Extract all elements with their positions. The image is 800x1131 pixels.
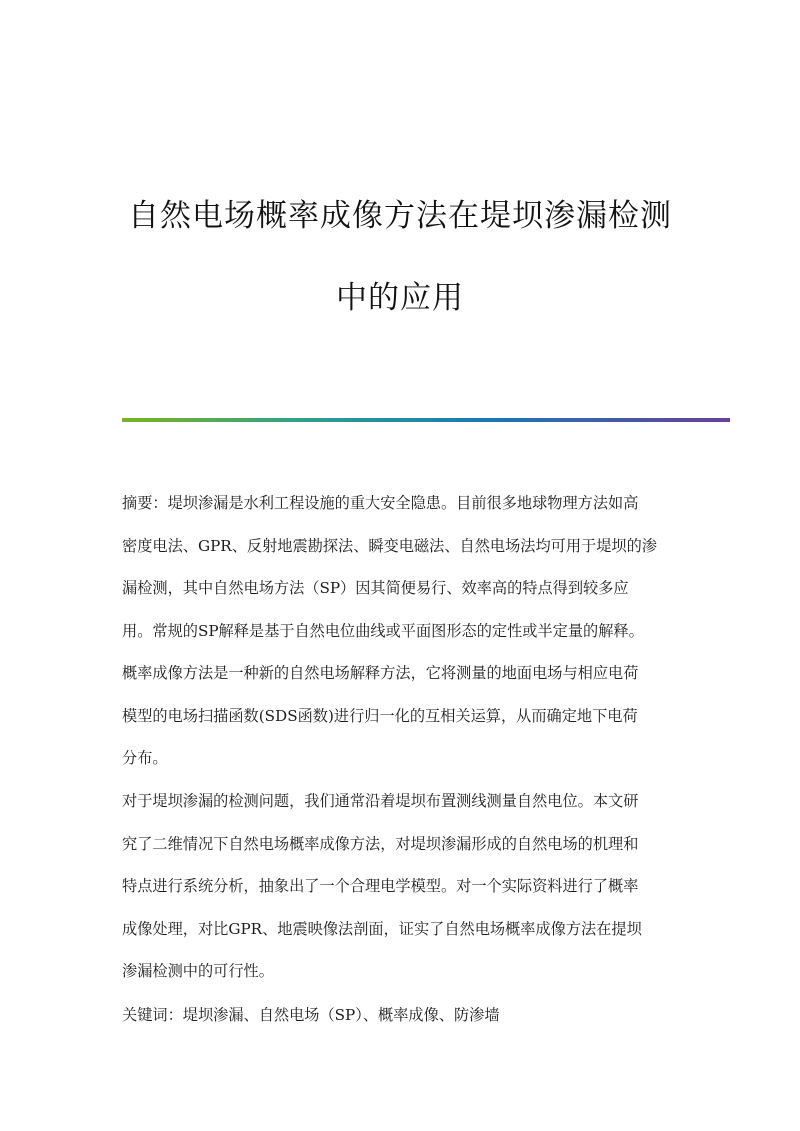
abstract-line: 模型的电场扫描函数(SDS函数)进行归一化的互相关运算，从而确定地下电荷	[122, 706, 638, 725]
abstract-line: 密度电法、GPR、反射地震勘探法、瞬变电磁法、自然电场法均可用于堤坝的渗	[122, 536, 657, 555]
abstract-line: 概率成像方法是一种新的自然电场解释方法，它将测量的地面电场与相应电荷	[122, 664, 639, 682]
abstract-line: 漏检测，其中自然电场方法（SP）因其简便易行、效率高的特点得到较多应	[122, 579, 629, 597]
body-line: 成像处理，对比GPR、地震映像法剖面，证实了自然电场概率成像方法在提坝	[122, 919, 642, 938]
abstract-line: 用。常规的SP解释是基于自然电位曲线或平面图形态的定性或半定量的解释。	[122, 621, 644, 640]
abstract-paragraph	[122, 482, 682, 780]
keywords-line: 关键词：堤坝渗漏、自然电场（SP）、概率成像、防渗墙	[122, 1006, 500, 1024]
abstract-line: 分布。	[122, 749, 168, 767]
body-line: 对于堤坝渗漏的检测问题，我们通常沿着堤坝布置测线测量自然电位。本文研	[122, 792, 639, 810]
body-line: 特点进行系统分析，抽象出了一个合理电学模型。对一个实际资料进行了概率	[122, 877, 639, 895]
abstract-line: 摘要：堤坝渗漏是水利工程设施的重大安全隐患。目前很多地球物理方法如高	[122, 494, 639, 512]
body-line: 究了二维情况下自然电场概率成像方法，对堤坝渗漏形成的自然电场的机理和	[122, 834, 639, 853]
page-title-line-1: 自然电场概率成像方法在堤坝渗漏检测	[128, 198, 672, 234]
page-title-line-2: 中的应用	[336, 280, 464, 316]
keywords-paragraph	[122, 994, 682, 1037]
body-line: 渗漏检测中的可行性。	[122, 962, 274, 980]
title-divider	[122, 418, 730, 422]
body-paragraph	[122, 780, 682, 993]
